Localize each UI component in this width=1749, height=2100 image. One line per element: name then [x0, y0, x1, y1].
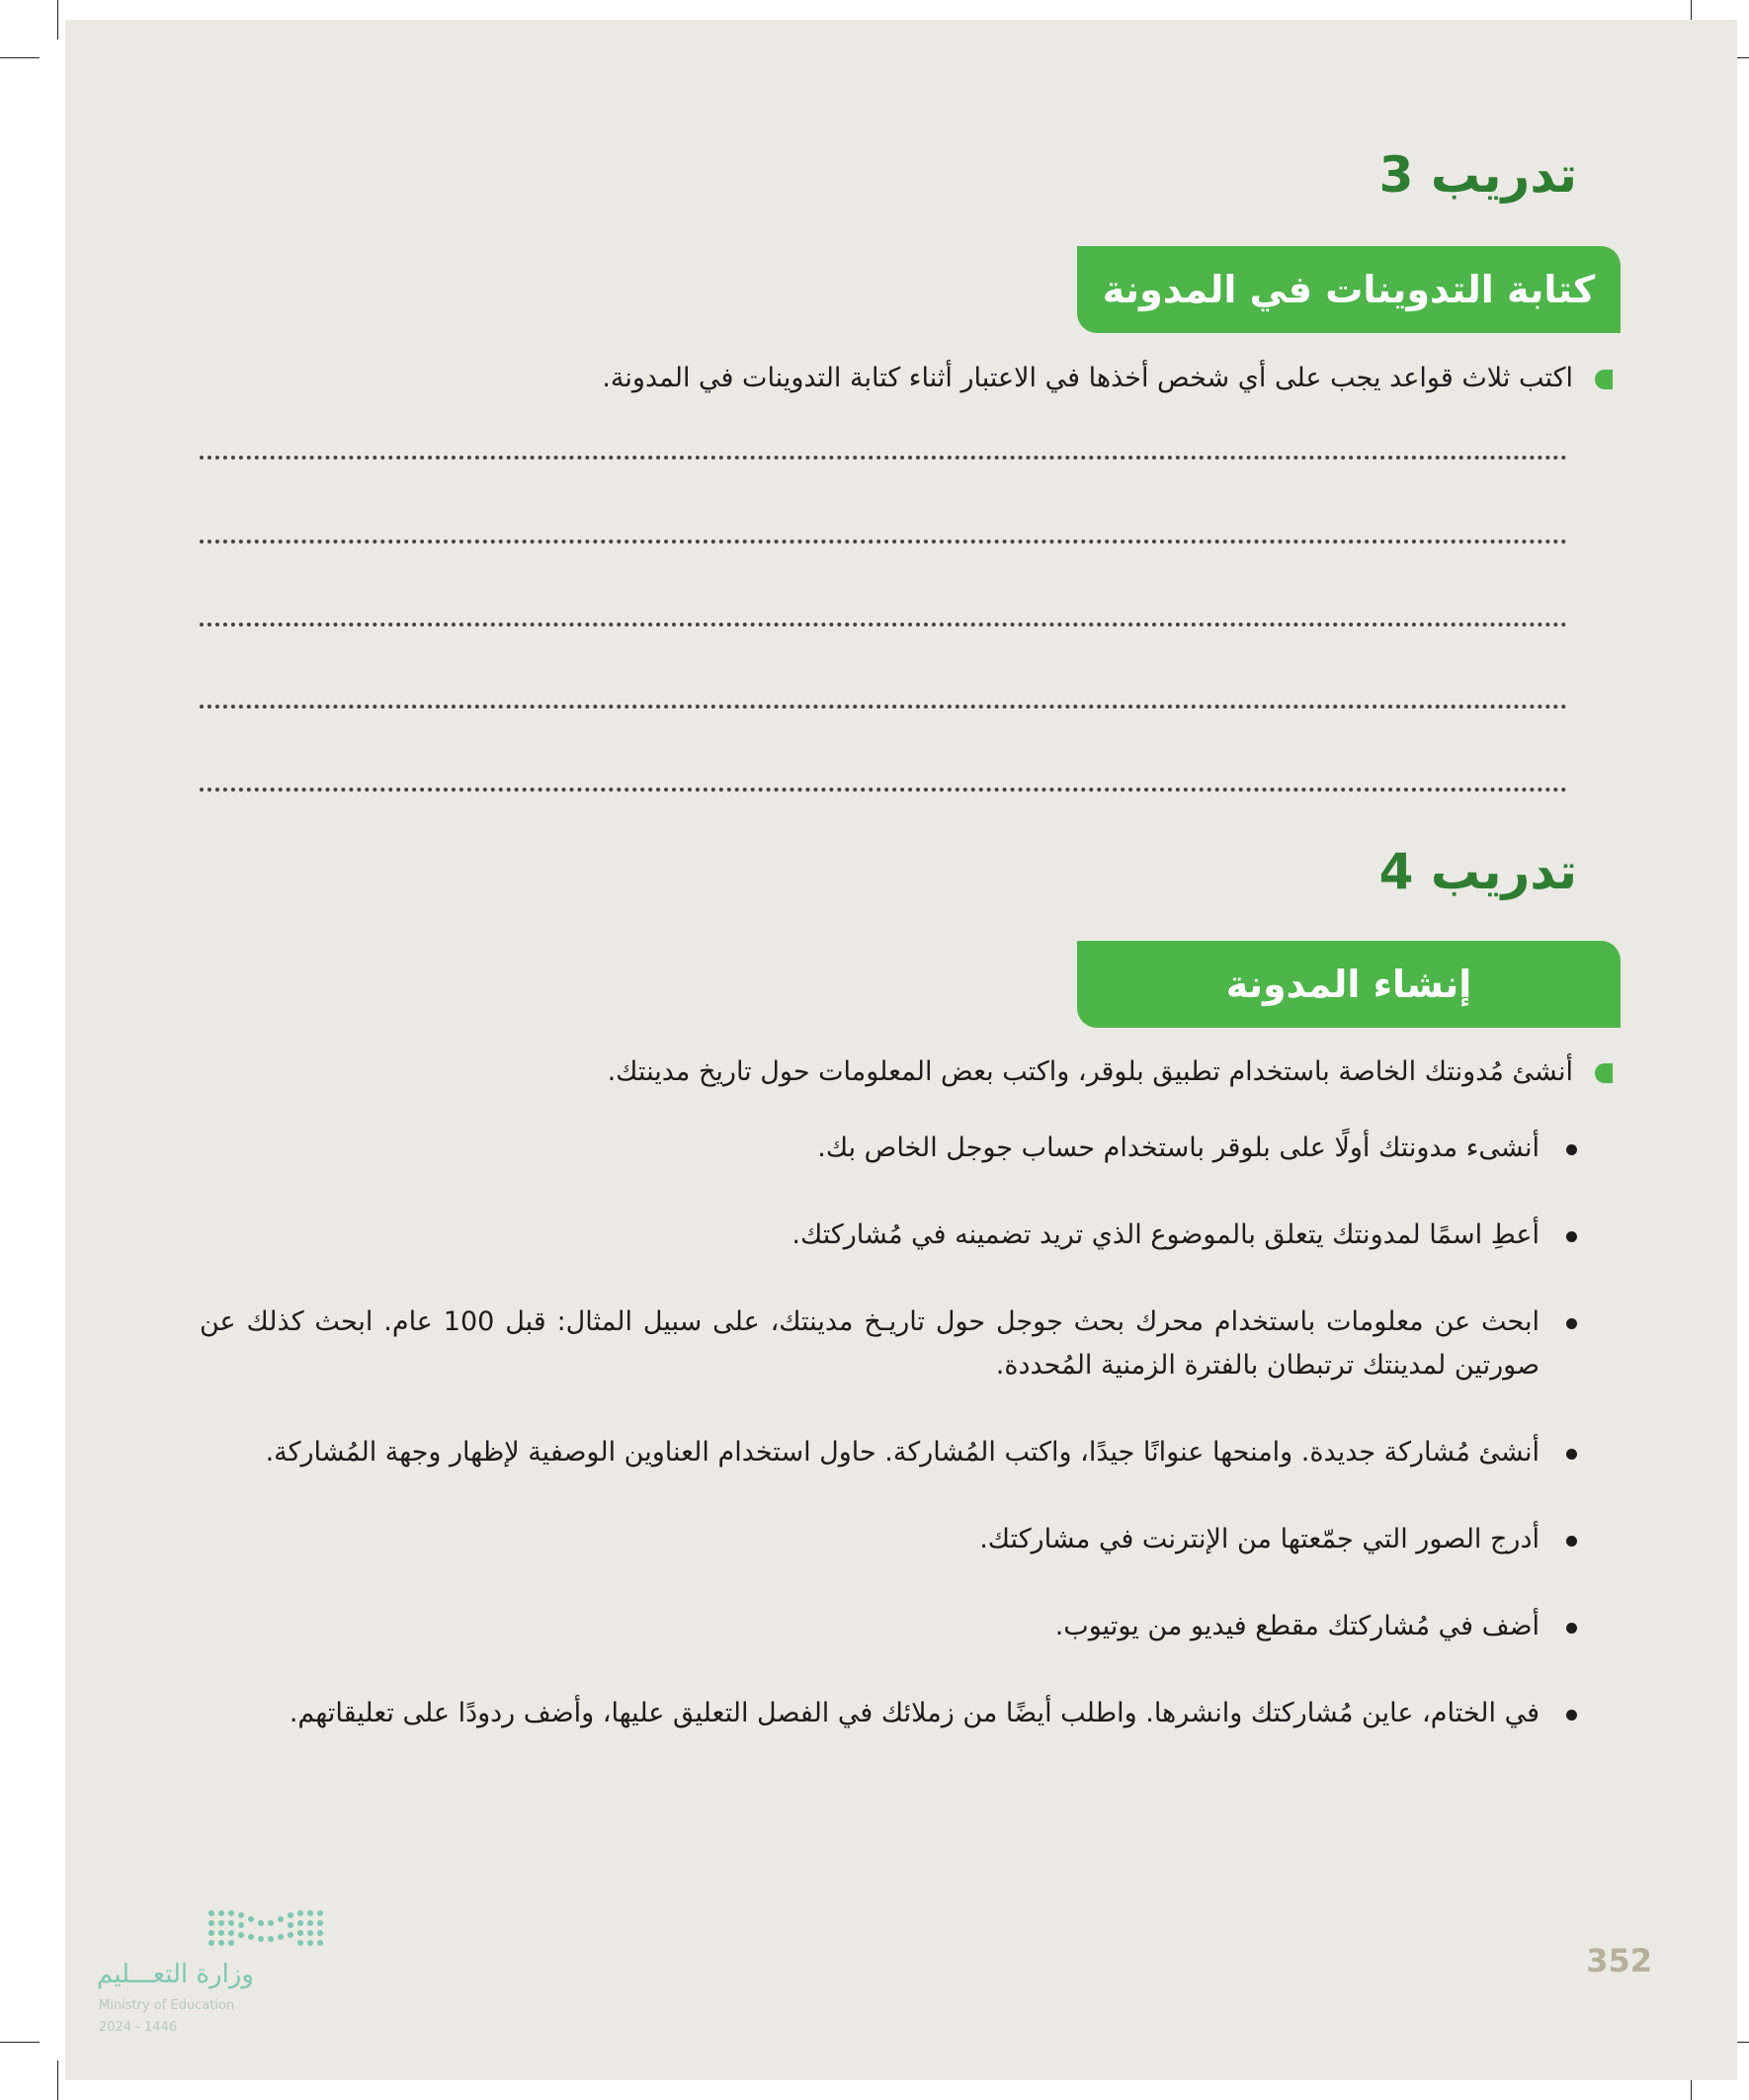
exercise-4-instruction — [200, 1052, 1573, 1092]
answer-line-5[interactable] — [200, 788, 1567, 792]
list-item: أنشىء مدونتك أولًا على بلوقر باستخدام حساب جوجل الخاص بك. — [200, 1127, 1579, 1170]
list-item: ابحث عن معلومات باستخدام محرك بحث جوجل حول تاريـخ مدينتك، على سبيل المثال: قبل 100 عام. ابحث كذلك عن صورتين لمدينتك ترتبطان بالفترة الزمنية المُحددة. — [200, 1301, 1579, 1387]
exercise-4-banner: إنشاء المدونة — [1077, 941, 1621, 1028]
edition-year: 2024 - 1446 — [99, 2020, 178, 2035]
list-item: أعطِ اسمًا لمدونتك يتعلق بالموضوع الذي تريد تضمينه في مُشاركتك. — [200, 1214, 1579, 1257]
list-item: أضف في مُشاركتك مقطع فيديو من يوتيوب. — [200, 1605, 1579, 1648]
exercise-3-instruction-text: اكتب ثلاث قواعد يجب على أي شخص أخذها في الاعتبار أثناء كتابة التدوينات في المدونة. — [602, 363, 1573, 393]
list-item: أدرج الصور التي جمّعتها من الإنترنت في مشاركتك. — [200, 1518, 1579, 1561]
exercise-3-instruction — [200, 359, 1573, 398]
answer-line-3[interactable] — [200, 623, 1567, 627]
ministry-name-en: Ministry of Education — [99, 1998, 235, 2013]
answer-line-1[interactable] — [200, 456, 1567, 460]
steps-list — [200, 1127, 1579, 1779]
exercise-3-title: تدريب 3 — [1378, 146, 1577, 204]
crop-mark — [0, 57, 40, 58]
answer-line-2[interactable] — [200, 540, 1567, 544]
exercise-4-title: تدريب 4 — [1378, 843, 1577, 900]
crop-mark — [0, 2042, 40, 2043]
answer-line-4[interactable] — [200, 705, 1567, 709]
crop-mark — [57, 0, 58, 40]
exercise-4-instruction-text: أنشئ مُدونتك الخاصة باستخدام تطبيق بلوقر، واكتب بعض المعلومات حول تاريخ مدينتك. — [607, 1056, 1573, 1087]
list-item: في الختام، عاين مُشاركتك وانشرها. واطلب أيضًا من زملائك في الفصل التعليق عليها، وأضف ردودًا على تعليقاتهم. — [200, 1692, 1579, 1735]
green-marker-icon — [1595, 370, 1613, 389]
textbook-page — [65, 20, 1737, 2080]
list-item: أنشئ مُشاركة جديدة. وامنحها عنوانًا جيدًا، واكتب المُشاركة. حاول استخدام العناوين الوصفية لإظهار وجهة المُشاركة. — [200, 1431, 1579, 1474]
crop-mark — [57, 2060, 58, 2100]
green-marker-icon — [1595, 1063, 1613, 1083]
exercise-3-banner: كتابة التدوينات في المدونة — [1077, 246, 1621, 333]
ministry-name-ar: وزارة التعـــليم — [97, 1960, 254, 1989]
page-number: 352 — [1586, 1942, 1652, 1979]
